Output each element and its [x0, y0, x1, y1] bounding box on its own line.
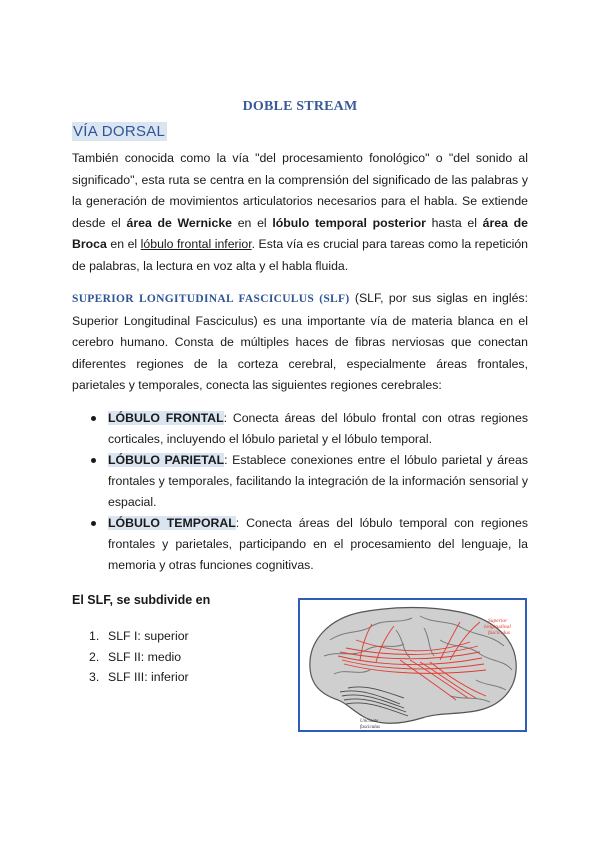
list-label: SLF III: inferior [108, 670, 189, 684]
intro-text: en el [232, 215, 273, 230]
subdivide-heading: El SLF, se subdivide en [72, 593, 211, 607]
bullet-icon [91, 521, 96, 526]
bullet-icon [91, 416, 96, 421]
brain-figure [298, 598, 527, 732]
slf-label: SUPERIOR LONGITUDINAL FASCICULUS (SLF) [72, 293, 350, 305]
fasciculus-label: Superior [488, 618, 508, 624]
list-item [72, 513, 528, 576]
lobe-description: : Conecta áreas del lóbulo temporal con regiones frontales y parietales, participando en el procesamiento del lenguaje, la memoria y otras funciones cognitivas. [108, 516, 528, 572]
wernicke-term: área de Wernicke [126, 215, 232, 230]
temporal-posterior-term: lóbulo temporal posterior [272, 215, 426, 230]
list-number: 3. [89, 670, 100, 684]
slf-text: (SLF, por sus siglas en inglés: Superior Longitudinal Fasciculus) es una importante vía de materia blanca en el cerebro humano. Consta de múltiples haces de fibras nerviosas que conectan diferentes regiones de la corteza cerebral, especialmente áreas frontales, parietales y temporales, conecta las siguientes regiones cerebrales: [72, 291, 528, 392]
bullet-icon [91, 458, 96, 463]
slf-subdivision-list [72, 626, 189, 688]
broca-term: área de Broca [72, 215, 528, 251]
frontal-inferior-link: lóbulo frontal inferior [140, 237, 252, 251]
list-number: 2. [89, 649, 100, 664]
list-item [72, 647, 189, 668]
lobe-term: LÓBULO FRONTAL [108, 411, 224, 425]
section-heading-via-dorsal: VÍA DORSAL [73, 123, 166, 140]
intro-paragraph [72, 148, 528, 277]
intro-text: También conocida como la vía "del procesamiento fonológico" o "del sonido al significado", esta ruta se centra en la comprensión del significado de las palabras y la generación de movimientos articulatorios necesarios para el habla. Se extiende desde el [72, 151, 528, 230]
lobe-description: : Conecta áreas del lóbulo frontal con otras regiones corticales, incluyendo el lóbulo parietal y el lóbulo temporal. [108, 411, 528, 446]
brain-illustration [300, 600, 525, 730]
list-label: SLF II: medio [108, 649, 182, 664]
lobe-term: LÓBULO TEMPORAL [108, 516, 236, 530]
list-item [72, 667, 189, 688]
uncinate-label: fasciculus [360, 725, 380, 730]
list-label: SLF I: superior [108, 629, 189, 643]
list-number: 1. [89, 629, 100, 643]
list-item [72, 408, 528, 450]
fasciculus-label: longitudinal [484, 624, 511, 630]
lobe-description: : Establece conexiones entre el lóbulo parietal y áreas frontales y temporales, facilitando la integración de la información sensorial y espacial. [108, 453, 528, 509]
list-item [72, 450, 528, 513]
lobe-term: LÓBULO PARIETAL [108, 453, 225, 467]
intro-text: hasta el [425, 215, 483, 230]
page-title: DOBLE STREAM [242, 99, 358, 114]
intro-text: en el [106, 237, 141, 251]
slf-paragraph [72, 288, 528, 397]
intro-text: . Esta vía es crucial para tareas como la repetición de palabras, la lectura en voz alta y el habla fluida. [72, 237, 528, 273]
lobe-list [72, 408, 528, 576]
fasciculus-label: fasciculus [488, 630, 510, 636]
list-item [72, 626, 189, 647]
uncinate-label: Uncinate [360, 719, 379, 724]
